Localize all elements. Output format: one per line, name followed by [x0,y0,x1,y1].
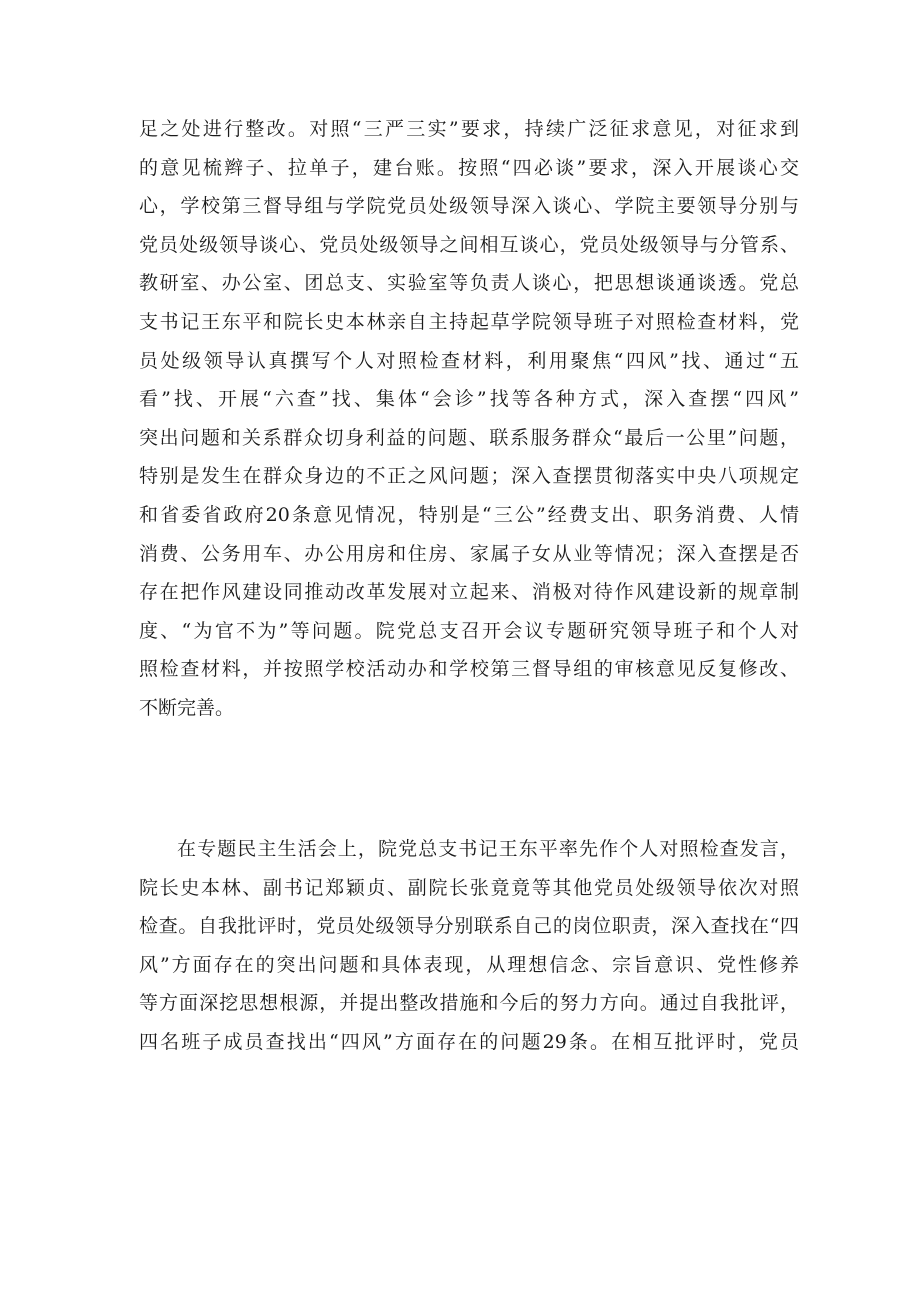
paragraph-line: 四名班子成员查找出“四风”方面存在的问题29条。在相互批评时，党员 [139,1030,799,1053]
paragraph-line: 消费、公务用车、办公用房和住房、家属子女从业等情况；深入查摆是否 [139,542,799,565]
paragraph-line: 度、“为官不为”等问题。院党总支召开会议专题研究领导班子和个人对 [139,619,799,642]
paragraph-line: 和省委省政府20条意见情况，特别是“三公”经费支出、职务消费、人情 [139,503,799,526]
paragraph-line: 在专题民主生活会上，院党总支书记王东平率先作个人对照检查发言， [177,838,799,860]
paragraph-line: 心，学校第三督导组与学院党员处级领导深入谈心、学院主要领导分别与 [139,195,799,218]
paragraph-line: 党员处级领导谈心、党员处级领导之间相互谈心，党员处级领导与分管系、 [139,233,799,256]
paragraph-line: 特别是发生在群众身边的不正之风问题；深入查摆贯彻落实中央八项规定 [139,465,799,488]
paragraph-line: 不断完善。 [139,696,235,719]
paragraph-1 [139,110,799,728]
paragraph-line: 足之处进行整改。对照“三严三实”要求，持续广泛征求意见，对征求到 [139,118,799,140]
paragraph-line: 检查。自我批评时，党员处级领导分别联系自己的岗位职责，深入查找在“四 [139,915,799,938]
paragraph-line: 照检查材料，并按照学校活动办和学校第三督导组的审核意见反复修改、 [139,658,799,681]
paragraph-line: 看”找、开展“六查”找、集体“会诊”找等各种方式，深入查摆“四风” [139,388,799,411]
paragraph-line: 院长史本林、副书记郑颖贞、副院长张竟竟等其他党员处级领导依次对照 [139,876,799,899]
paragraph-line: 支书记王东平和院长史本林亲自主持起草学院领导班子对照检查材料，党 [139,310,799,333]
paragraph-line: 等方面深挖思想根源，并提出整改措施和今后的努力方向。通过自我批评， [139,992,799,1015]
paragraph-2 [139,830,799,1062]
paragraph-line: 教研室、办公室、团总支、实验室等负责人谈心，把思想谈通谈透。党总 [139,272,799,295]
paragraph-line: 突出问题和关系群众切身利益的问题、联系服务群众“最后一公里”问题， [139,426,799,449]
paragraph-line: 存在把作风建设同推动改革发展对立起来、消极对待作风建设新的规章制 [139,581,799,604]
paragraph-line: 风”方面存在的突出问题和具体表现，从理想信念、宗旨意识、党性修养 [139,953,799,976]
paragraph-line: 的意见梳辫子、拉单子，建台账。按照“四必谈”要求，深入开展谈心交 [139,156,799,179]
paragraph-line: 员处级领导认真撰写个人对照检查材料，利用聚焦“四风”找、通过“五 [139,349,799,372]
